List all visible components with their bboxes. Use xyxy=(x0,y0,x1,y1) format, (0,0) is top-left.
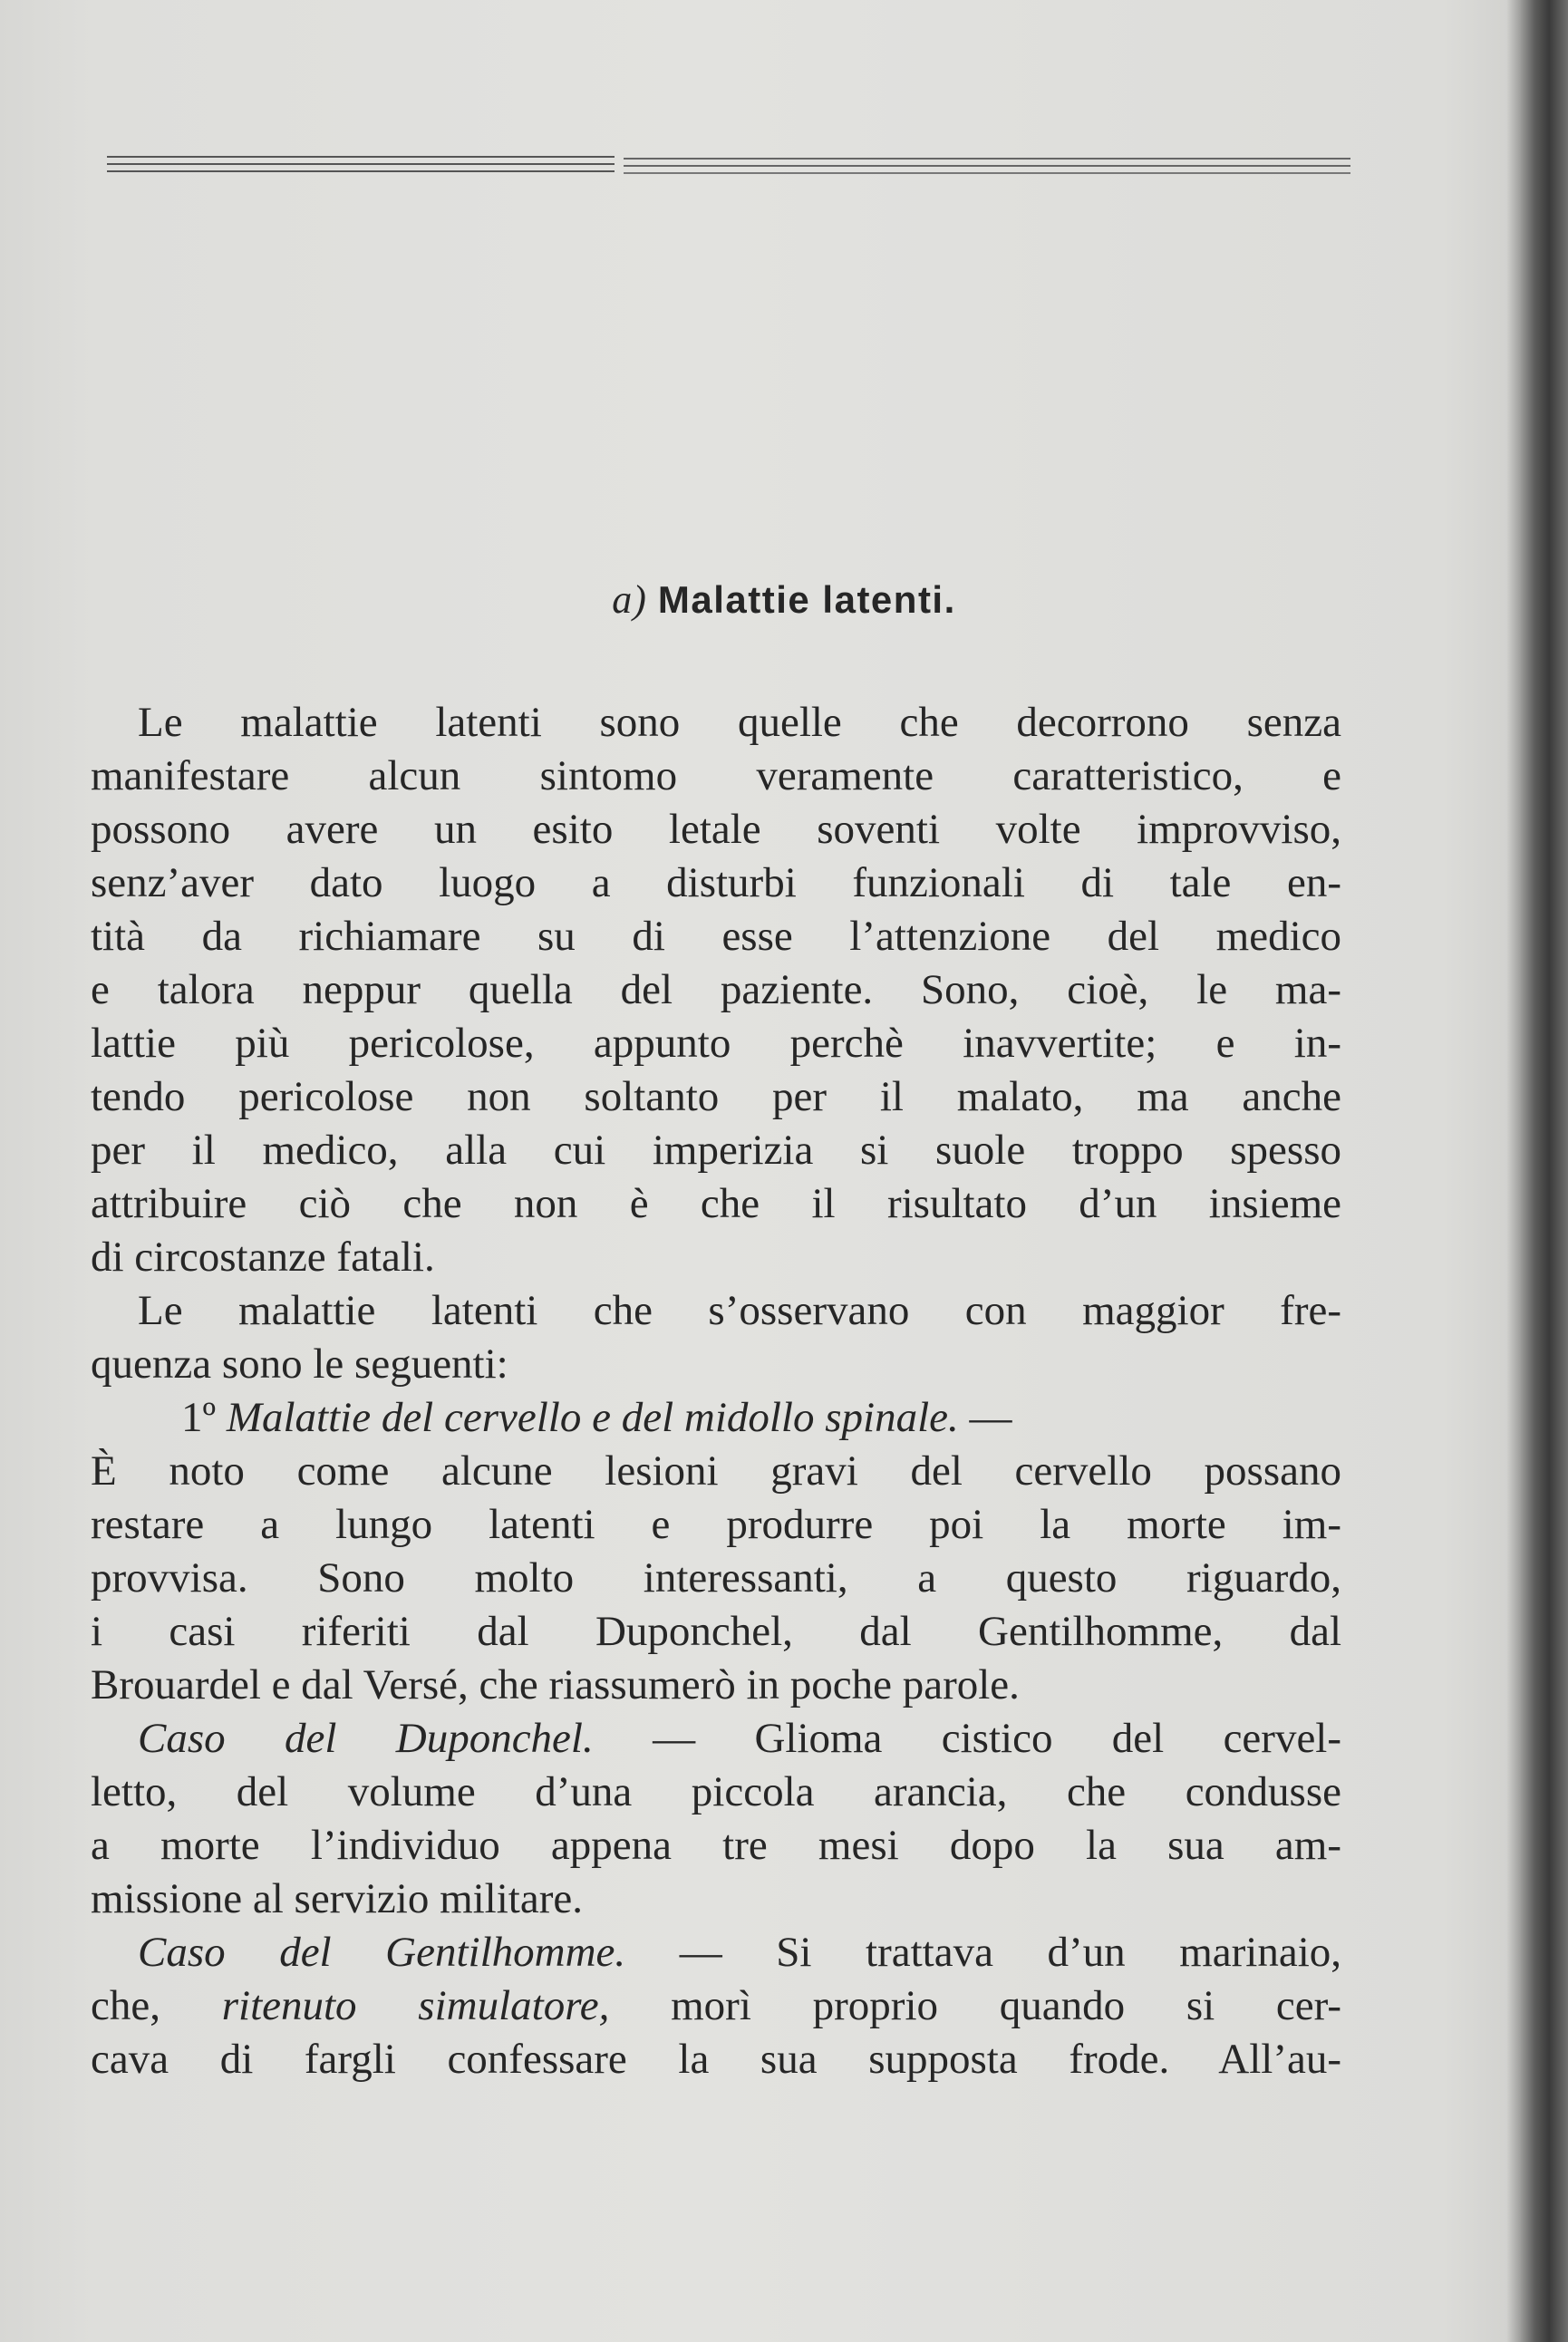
italic-phrase: ritenuto simulatore, xyxy=(221,1982,610,2029)
section-letter: a) xyxy=(612,577,647,622)
text-line: lattie più pericolose, appunto perchè inavvertite; e in- xyxy=(91,1020,1341,1067)
subsection-dash: — xyxy=(969,1394,1012,1441)
header-rules xyxy=(107,152,1350,178)
header-rule xyxy=(107,163,615,165)
text-line: attribuire ciò che non è che il risultato d’un insieme xyxy=(91,1180,1341,1227)
header-rule xyxy=(107,170,615,172)
paragraph-block xyxy=(91,2033,1341,2086)
spine-shadow xyxy=(1506,0,1521,2342)
subsection-heading xyxy=(91,1391,1341,1445)
text-line: tità da richiamare su di esse l’attenzione del medico xyxy=(91,913,1341,960)
text-line: i casi riferiti dal Duponchel, dal Gentilhomme, dal xyxy=(91,1608,1341,1655)
text-line xyxy=(91,1979,1341,2033)
text-line: missione al servizio militare. xyxy=(91,1875,583,1922)
text-line: a morte l’individuo appena tre mesi dopo la sua am- xyxy=(91,1822,1341,1869)
text-line: È noto come alcune lesioni gravi del cervello possano xyxy=(91,1447,1341,1495)
text-line: per il medico, alla cui imperizia si suole troppo spesso xyxy=(91,1127,1341,1174)
header-rule xyxy=(624,158,1350,160)
text-line: letto, del volume d’una piccola arancia, che condusse xyxy=(91,1768,1341,1815)
case-text: — Si trattava d’un marinaio, xyxy=(679,1929,1342,1976)
text-line: Le malattie latenti sono quelle che decorrono senza xyxy=(138,699,1341,746)
case-label: Caso del Gentilhomme. xyxy=(138,1929,626,1976)
case-label: Caso del Duponchel. xyxy=(138,1715,594,1762)
text-line: restare a lungo latenti e produrre poi la morte im- xyxy=(91,1501,1341,1548)
text-line: Le malattie latenti che s’osservano con maggior fre- xyxy=(138,1287,1341,1334)
book-spine xyxy=(1521,0,1568,2342)
subsection-title: Malattie del cervello e del midollo spinale. xyxy=(226,1394,959,1441)
text-line: di circostanze fatali. xyxy=(91,1234,435,1281)
text-line: cava di fargli confessare la sua supposta frode. All’au- xyxy=(91,2036,1341,2083)
section-heading xyxy=(0,573,1568,627)
body-text xyxy=(91,696,1341,2086)
text-line: provvisa. Sono molto interessanti, a questo riguardo, xyxy=(91,1554,1341,1602)
header-rule xyxy=(624,165,1350,167)
text-fragment: morì proprio quando si cer- xyxy=(671,1982,1342,2029)
subsection-number: 1º xyxy=(181,1394,217,1441)
text-line: possono avere un esito letale soventi volte improvviso, xyxy=(91,806,1341,853)
paragraph-block xyxy=(91,696,1341,1391)
text-line: Brouardel e dal Versé, che riassumerò in poche parole. xyxy=(91,1661,1020,1708)
text-line: senz’aver dato luogo a disturbi funzionali di tale en- xyxy=(91,859,1341,906)
case-line xyxy=(91,1926,1341,1979)
case-line xyxy=(91,1712,1341,1766)
case-text: — Glioma cistico del cervel- xyxy=(653,1715,1342,1762)
text-line: tendo pericolose non soltanto per il malato, ma anche xyxy=(91,1073,1341,1120)
text-line: quenza sono le seguenti: xyxy=(91,1340,508,1388)
text-line: e talora neppur quella del paziente. Sono, cioè, le ma- xyxy=(91,966,1341,1013)
header-rule xyxy=(107,156,615,158)
section-title: Malattie latenti. xyxy=(657,578,956,621)
header-rule xyxy=(624,172,1350,174)
text-line: manifestare alcun sintomo veramente caratteristico, e xyxy=(91,752,1341,799)
paragraph-block xyxy=(91,1445,1341,1712)
paragraph-block xyxy=(91,1766,1341,1926)
text-fragment: che, xyxy=(91,1982,160,2029)
